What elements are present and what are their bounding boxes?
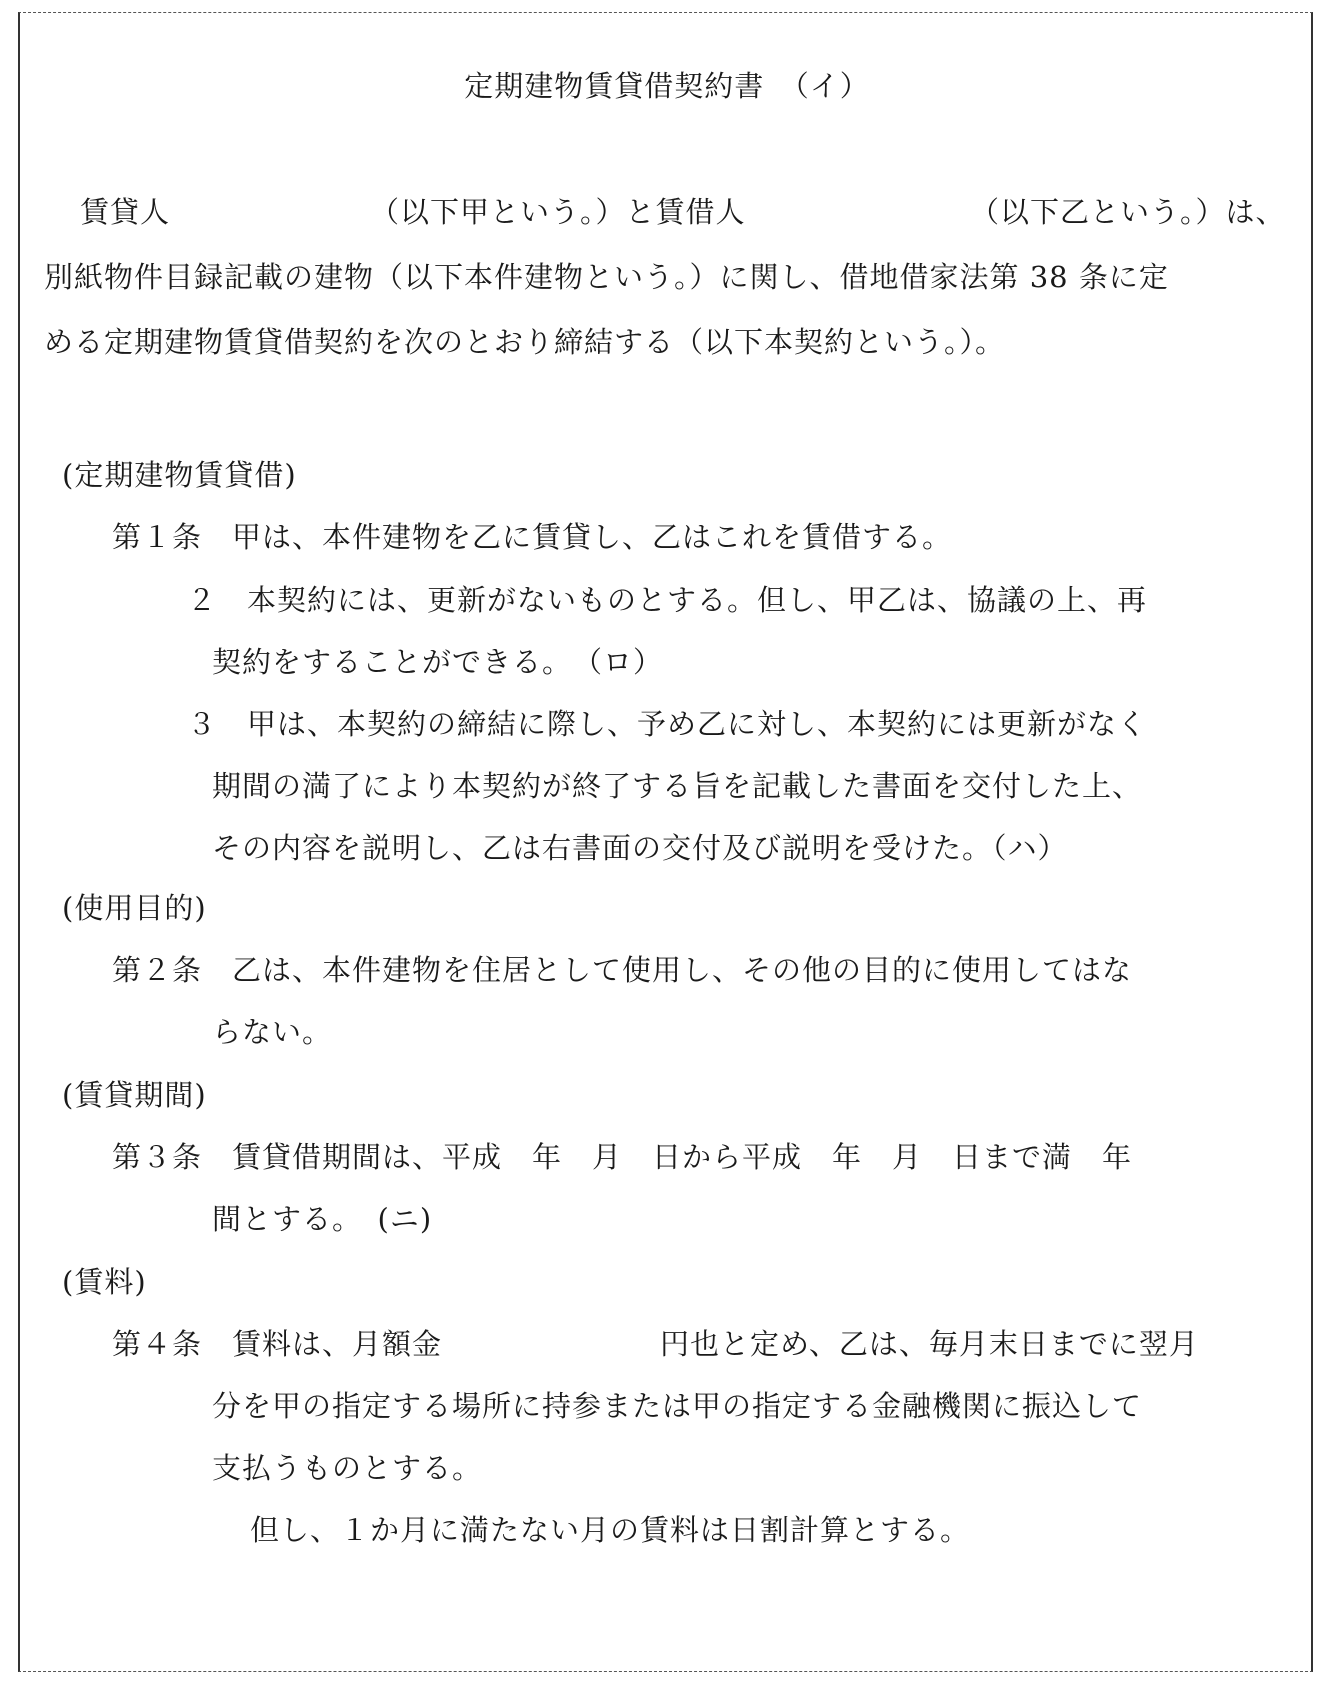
article-2-line-1: 第２条 乙は、本件建物を住居として使用し、その他の目的に使用してはな (112, 953, 1133, 987)
article-1-para-3-line-3: その内容を説明し、乙は右書面の交付及び説明を受けた。（ハ） (212, 831, 1068, 865)
article-2-line-2: らない。 (212, 1015, 333, 1049)
preamble-lessor: 賃貸人 (80, 195, 171, 229)
article-2-heading: (使用目的) (62, 891, 207, 925)
preamble-line-3: める定期建物賃貸借契約を次のとおり締結する（以下本契約という。）。 (44, 325, 1006, 359)
article-4-line-3: 支払うものとする。 (212, 1451, 483, 1485)
article-3-line-1: 第３条 賃貸借期間は、平成 年 月 日から平成 年 月 日まで満 年 (112, 1140, 1133, 1174)
preamble-line-2: 別紙物件目録記載の建物（以下本件建物という。）に関し、借地借家法第 38 条に定 (44, 260, 1169, 294)
article-1-para-3-line-1: ３ 甲は、本契約の締結に際し、予め乙に対し、本契約には更新がなく (187, 707, 1148, 741)
article-4-line-2: 分を甲の指定する場所に持参または甲の指定する金融機関に振込して (212, 1389, 1143, 1423)
article-1-para-2-line-1: ２ 本契約には、更新がないものとする。但し、甲乙は、協議の上、再 (187, 583, 1148, 617)
article-4-line-1a: 第４条 賃料は、月額金 (112, 1327, 443, 1361)
article-1-line-1: 第１条 甲は、本件建物を乙に賃貸し、乙はこれを賃借する。 (112, 520, 953, 554)
article-1-heading: (定期建物賃貸借) (62, 458, 297, 492)
preamble-lessor-note: （以下甲という。）と賃借人 (370, 195, 746, 229)
article-1-para-2-line-2: 契約をすることができる。 （ロ） (212, 645, 664, 679)
preamble-lessee-note: （以下乙という。）は、 (970, 195, 1286, 229)
article-1-para-3-line-2: 期間の満了により本契約が終了する旨を記載した書面を交付した上、 (212, 769, 1143, 803)
article-4-line-4: 但し、１か月に満たない月の賃料は日割計算とする。 (250, 1513, 971, 1547)
article-4-line-1b: 円也と定め、乙は、毎月末日までに翌月 (660, 1327, 1199, 1361)
document-title: 定期建物賃貸借契約書 （イ） (464, 69, 870, 103)
article-3-heading: (賃貸期間) (62, 1078, 207, 1112)
article-4-heading: (賃料) (62, 1265, 147, 1299)
article-3-line-2: 間とする。 (ニ) (212, 1202, 433, 1236)
